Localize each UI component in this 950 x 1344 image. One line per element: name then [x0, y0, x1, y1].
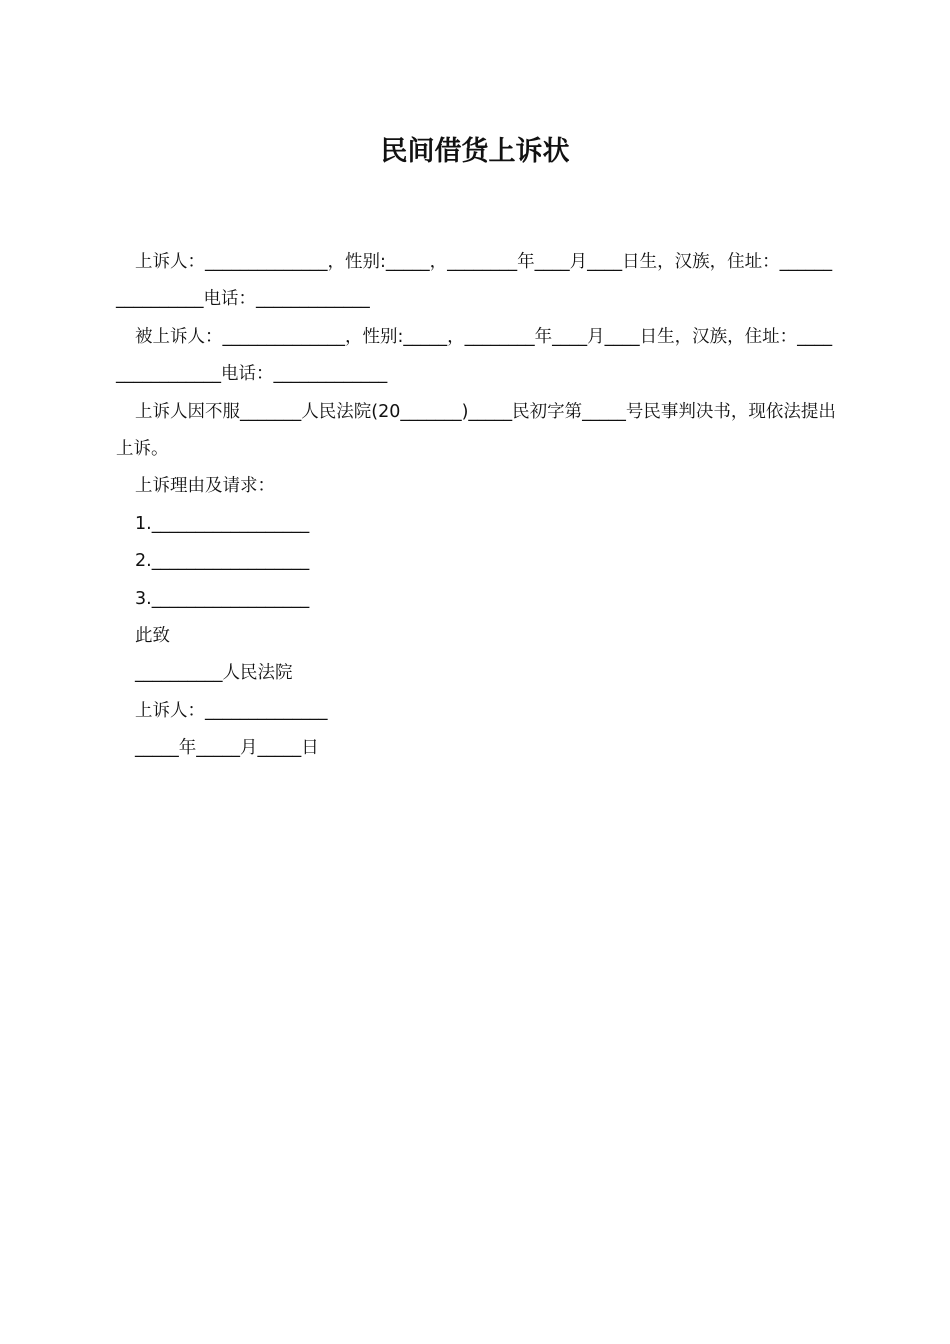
signature-line: 上诉人：______________ [135, 700, 328, 721]
salutation: 此致 [135, 626, 170, 647]
appellee-info: 被上诉人：______________，性别:_____，________年____月____日生，汉族，住址：________________电话：_____________ [116, 326, 833, 385]
document-title: 民间借货上诉状 [380, 136, 570, 167]
appellant-info: 上诉人：______________，性别:_____，________年____月____日生，汉族，住址：________________电话：_____________ [116, 252, 833, 310]
appeal-statement: 上诉人因不服_______人民法院(20_______)_____民初字第_____号民事判决书，现依法提出上诉。 [116, 401, 836, 460]
court-line: __________人民法院 [135, 663, 293, 684]
grounds-item-3: 3.__________________ [135, 588, 310, 609]
date-line: _____年_____月_____日 [135, 738, 319, 759]
grounds-heading: 上诉理由及请求： [135, 476, 275, 497]
document-body [116, 244, 840, 768]
grounds-item-1: 1.__________________ [135, 513, 310, 534]
grounds-item-2: 2.__________________ [135, 551, 310, 572]
